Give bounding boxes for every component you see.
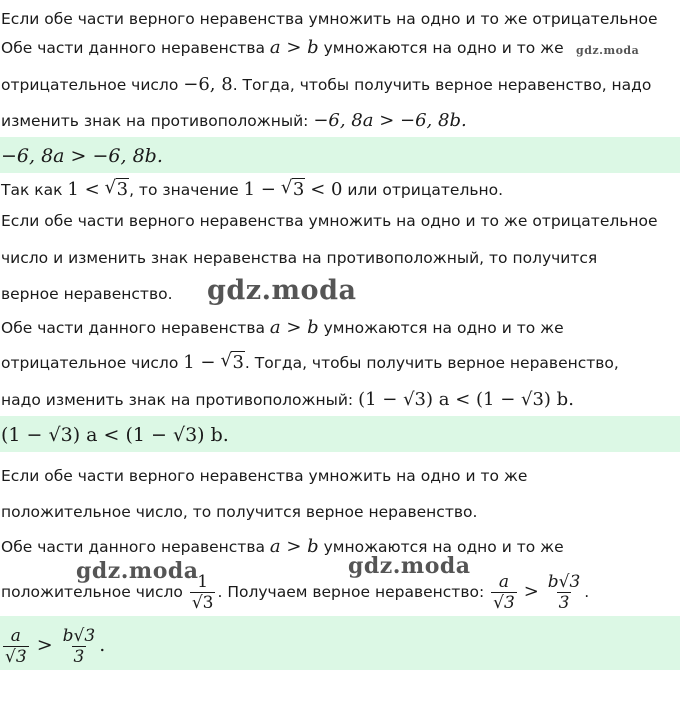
- answer-highlight: [0, 416, 680, 452]
- text: умножаются на одно и то же: [323, 39, 564, 57]
- numerator: 1: [197, 572, 209, 592]
- denominator: 3: [558, 593, 570, 613]
- text: . Тогда, чтобы получить верное неравенство,: [244, 354, 619, 372]
- text: Обе части данного неравенства: [1, 319, 265, 337]
- text: умножаются на одно и то же: [323, 538, 564, 556]
- answer-highlight: [0, 616, 680, 670]
- text: Так как: [1, 181, 63, 199]
- text: верное неравенство.: [1, 285, 173, 303]
- paragraph-line: [1, 566, 589, 618]
- watermark: gdz.moda: [576, 44, 640, 57]
- text: . Тогда, чтобы получить верное неравенство, надо: [232, 76, 652, 94]
- text: .: [99, 634, 106, 656]
- paragraph-line: [1, 38, 564, 58]
- sqrt-expression: √ 3: [281, 180, 305, 200]
- fraction: [3, 626, 29, 667]
- fraction: [190, 572, 216, 613]
- numerator: a: [498, 572, 509, 592]
- text: Если обе части верного неравенства умножить на одно и то же отрицательное: [1, 10, 658, 28]
- text: положительное число, то получится верное неравенство.: [1, 503, 478, 521]
- paragraph-line: [1, 537, 564, 557]
- text: отрицательное число: [1, 76, 179, 94]
- paragraph-line: [1, 9, 658, 29]
- math-inline: 1 −: [243, 179, 276, 200]
- text: Если обе части верного неравенства умножить на одно и то же отрицательное: [1, 212, 658, 230]
- text: , то значение: [129, 181, 239, 199]
- math-inline: a > b: [269, 317, 319, 338]
- numerator: b√3: [62, 625, 96, 646]
- text: отрицательное число: [1, 354, 179, 372]
- watermark: gdz.moda: [207, 275, 357, 306]
- denominator: √3: [493, 593, 515, 613]
- fraction: [546, 572, 583, 613]
- paragraph-line: [1, 248, 597, 268]
- text: изменить знак на противоположный:: [1, 112, 309, 130]
- math-inline: a > b: [269, 37, 319, 58]
- paragraph-line: [1, 111, 467, 131]
- numerator: a: [10, 625, 21, 646]
- math-inline: 1 −: [183, 352, 216, 373]
- denominator: √3: [191, 593, 214, 613]
- paragraph-line: [1, 318, 564, 338]
- paragraph-line: [1, 284, 173, 304]
- math-inline: (1 − √3) a < (1 − √3) b.: [358, 389, 574, 410]
- text: число и изменить знак неравенства на противоположный, то получится: [1, 249, 598, 267]
- answer-highlight: [0, 137, 680, 173]
- paragraph-line: [1, 466, 527, 486]
- fraction: [491, 572, 517, 613]
- paragraph-line: [1, 211, 658, 231]
- math-inline: >: [36, 634, 53, 656]
- watermark: gdz.moda: [76, 558, 199, 584]
- text: надо изменить знак на противоположный:: [1, 391, 354, 409]
- math-answer: [1, 620, 105, 670]
- math-inline: a > b: [269, 536, 319, 557]
- math-inline: 1 <: [67, 179, 100, 200]
- text: умножаются на одно и то же: [323, 319, 564, 337]
- math-inline: >: [523, 581, 539, 602]
- paragraph-line: [1, 353, 619, 373]
- denominator: √3: [5, 646, 27, 667]
- paragraph-line: [1, 390, 574, 410]
- math-answer: −6, 8a > −6, 8b.: [1, 145, 163, 167]
- math-answer: (1 − √3) a < (1 − √3) b.: [1, 424, 229, 446]
- math-inline: −6, 8a > −6, 8b.: [313, 110, 467, 131]
- math-inline: < 0: [310, 179, 343, 200]
- paragraph-line: [1, 180, 503, 200]
- text: положительное число: [1, 583, 183, 601]
- math-inline: −6, 8: [183, 74, 233, 95]
- text: Обе части данного неравенства: [1, 538, 265, 556]
- text: Если обе части верного неравенства умножить на одно и то же: [1, 467, 528, 485]
- text: или отрицательно.: [347, 181, 504, 199]
- fraction: [61, 626, 98, 667]
- denominator: 3: [73, 646, 85, 667]
- text: . Получаем верное неравенство:: [217, 583, 485, 601]
- sqrt-expression: √ 3: [105, 180, 129, 200]
- paragraph-line: [1, 502, 477, 522]
- text: Обе части данного неравенства: [1, 39, 265, 57]
- paragraph-line: [1, 75, 651, 95]
- sqrt-expression: √ 3: [220, 353, 244, 373]
- numerator: b√3: [547, 572, 581, 592]
- text: .: [584, 583, 590, 601]
- watermark: gdz.moda: [348, 553, 471, 579]
